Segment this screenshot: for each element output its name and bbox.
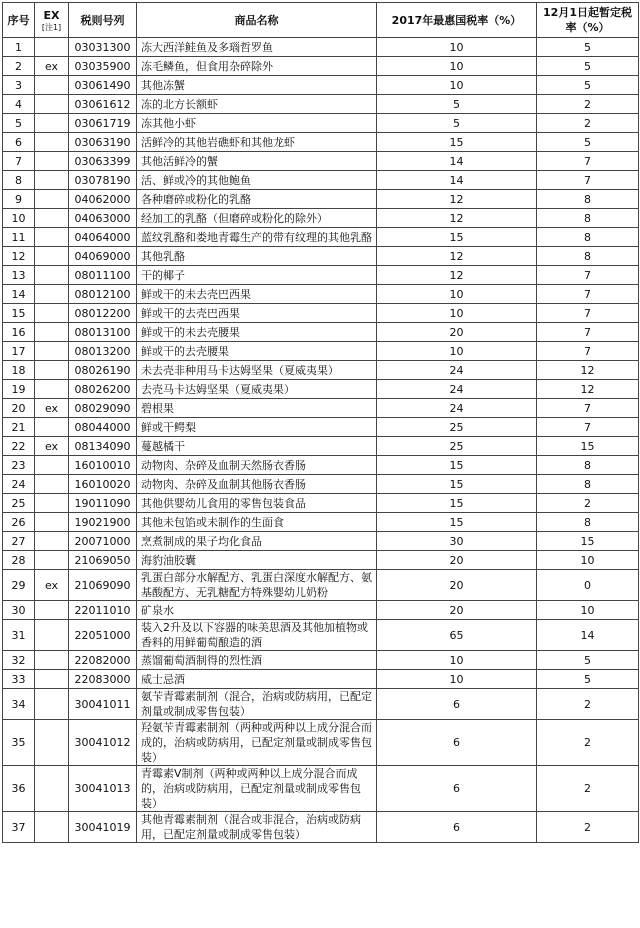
cell-interim-rate: 5 [537,133,639,152]
cell-mfn-rate: 12 [377,266,537,285]
table-header-row [3,3,639,38]
cell-mfn-rate: 10 [377,670,537,689]
cell-seq: 2 [3,57,35,76]
cell-code: 30041011 [69,689,137,720]
cell-code: 08134090 [69,437,137,456]
cell-name: 鲜或干的去壳腰果 [137,342,377,361]
cell-interim-rate: 15 [537,437,639,456]
cell-name: 装入2升及以下容器的味美思酒及其他加植物或香料的用鲜葡萄酿造的酒 [137,620,377,651]
cell-code: 08011100 [69,266,137,285]
header-seq: 序号 [3,3,35,38]
table-row [3,133,639,152]
table-row [3,532,639,551]
cell-ex [35,812,69,843]
cell-name: 其他未包馅或未制作的生面食 [137,513,377,532]
table-row [3,323,639,342]
cell-mfn-rate: 10 [377,651,537,670]
cell-ex [35,766,69,812]
table-row [3,380,639,399]
cell-name: 蔓越橘干 [137,437,377,456]
header-code: 税则号列 [69,3,137,38]
cell-mfn-rate: 24 [377,399,537,418]
cell-seq: 29 [3,570,35,601]
cell-ex [35,361,69,380]
table-row [3,437,639,456]
cell-mfn-rate: 20 [377,601,537,620]
cell-name: 活鲜冷的其他岩礁虾和其他龙虾 [137,133,377,152]
cell-ex [35,133,69,152]
cell-interim-rate: 10 [537,601,639,620]
cell-interim-rate: 2 [537,689,639,720]
cell-code: 08013200 [69,342,137,361]
cell-mfn-rate: 65 [377,620,537,651]
header-ex-note: [注1] [41,22,62,32]
cell-name: 其他乳酪 [137,247,377,266]
cell-code: 03063190 [69,133,137,152]
cell-code: 08013100 [69,323,137,342]
cell-interim-rate: 7 [537,152,639,171]
cell-interim-rate: 7 [537,171,639,190]
cell-name: 碧根果 [137,399,377,418]
cell-mfn-rate: 5 [377,114,537,133]
cell-code: 04069000 [69,247,137,266]
cell-mfn-rate: 20 [377,570,537,601]
cell-name: 鲜或干鳄梨 [137,418,377,437]
table-row [3,171,639,190]
cell-interim-rate: 8 [537,513,639,532]
table-row [3,620,639,651]
cell-ex: ex [35,57,69,76]
cell-ex [35,171,69,190]
cell-name: 青霉素V制剂（两种或两种以上成分混合而成的，治病或防病用，已配定剂量或制成零售包装） [137,766,377,812]
cell-code: 03035900 [69,57,137,76]
cell-name: 干的椰子 [137,266,377,285]
cell-seq: 27 [3,532,35,551]
cell-seq: 11 [3,228,35,247]
cell-mfn-rate: 12 [377,247,537,266]
cell-name: 动物肉、杂碎及血制其他肠衣香肠 [137,475,377,494]
cell-seq: 5 [3,114,35,133]
cell-ex [35,38,69,57]
table-row [3,342,639,361]
cell-code: 03063399 [69,152,137,171]
cell-seq: 30 [3,601,35,620]
cell-mfn-rate: 6 [377,720,537,766]
cell-interim-rate: 8 [537,209,639,228]
cell-ex [35,285,69,304]
cell-name: 烹煮制成的果子均化食品 [137,532,377,551]
cell-mfn-rate: 20 [377,551,537,570]
table-row [3,720,639,766]
table-row [3,228,639,247]
cell-code: 08012100 [69,285,137,304]
cell-name: 未去壳非种用马卡达姆坚果（夏威夷果） [137,361,377,380]
header-interim-rate: 12月1日起暂定税率（%） [537,3,639,38]
cell-seq: 15 [3,304,35,323]
cell-seq: 22 [3,437,35,456]
cell-code: 04064000 [69,228,137,247]
table-row [3,494,639,513]
cell-ex [35,494,69,513]
cell-name: 蒸馏葡萄酒制得的烈性酒 [137,651,377,670]
cell-name: 冻毛鳞鱼，但食用杂碎除外 [137,57,377,76]
cell-ex [35,620,69,651]
cell-seq: 18 [3,361,35,380]
cell-seq: 19 [3,380,35,399]
cell-name: 动物肉、杂碎及血制天然肠衣香肠 [137,456,377,475]
cell-interim-rate: 12 [537,380,639,399]
cell-interim-rate: 5 [537,57,639,76]
cell-ex [35,95,69,114]
cell-seq: 26 [3,513,35,532]
cell-seq: 9 [3,190,35,209]
cell-code: 22051000 [69,620,137,651]
cell-ex [35,551,69,570]
cell-mfn-rate: 10 [377,304,537,323]
cell-seq: 17 [3,342,35,361]
tariff-table [2,2,639,843]
cell-name: 其他青霉素制剂（混合或非混合，治病或防病用，已配定剂量或制成零售包装） [137,812,377,843]
cell-interim-rate: 8 [537,475,639,494]
cell-name: 蓝纹乳酪和娄地青霉生产的带有纹理的其他乳酪 [137,228,377,247]
cell-ex [35,247,69,266]
cell-mfn-rate: 20 [377,323,537,342]
cell-mfn-rate: 10 [377,342,537,361]
cell-name: 海豹油胶囊 [137,551,377,570]
cell-code: 16010010 [69,456,137,475]
cell-code: 08029090 [69,399,137,418]
cell-seq: 35 [3,720,35,766]
cell-interim-rate: 2 [537,494,639,513]
cell-seq: 31 [3,620,35,651]
cell-seq: 37 [3,812,35,843]
cell-code: 08044000 [69,418,137,437]
cell-code: 08026190 [69,361,137,380]
cell-code: 08026200 [69,380,137,399]
cell-interim-rate: 2 [537,812,639,843]
cell-name: 威士忌酒 [137,670,377,689]
cell-code: 03061612 [69,95,137,114]
cell-mfn-rate: 10 [377,38,537,57]
cell-code: 22011010 [69,601,137,620]
table-row [3,285,639,304]
cell-seq: 34 [3,689,35,720]
cell-mfn-rate: 5 [377,95,537,114]
cell-interim-rate: 2 [537,95,639,114]
cell-interim-rate: 7 [537,304,639,323]
table-row [3,152,639,171]
cell-interim-rate: 12 [537,361,639,380]
cell-ex [35,475,69,494]
table-row [3,38,639,57]
cell-ex [35,190,69,209]
table-row [3,418,639,437]
cell-seq: 7 [3,152,35,171]
cell-ex [35,152,69,171]
cell-code: 03061719 [69,114,137,133]
table-row [3,601,639,620]
cell-mfn-rate: 15 [377,475,537,494]
table-row [3,670,639,689]
table-row [3,399,639,418]
table-row [3,513,639,532]
table-row [3,209,639,228]
cell-ex [35,689,69,720]
cell-name: 乳蛋白部分水解配方、乳蛋白深度水解配方、氨基酸配方、无乳糖配方特殊婴幼儿奶粉 [137,570,377,601]
cell-mfn-rate: 12 [377,209,537,228]
cell-name: 经加工的乳酪（但磨碎或粉化的除外） [137,209,377,228]
cell-interim-rate: 7 [537,399,639,418]
cell-seq: 33 [3,670,35,689]
header-ex-label: EX [43,8,60,22]
cell-mfn-rate: 24 [377,361,537,380]
cell-interim-rate: 7 [537,266,639,285]
cell-ex [35,323,69,342]
cell-seq: 8 [3,171,35,190]
table-row [3,114,639,133]
cell-seq: 24 [3,475,35,494]
cell-mfn-rate: 25 [377,418,537,437]
header-name: 商品名称 [137,3,377,38]
cell-seq: 23 [3,456,35,475]
cell-interim-rate: 8 [537,247,639,266]
cell-name: 各种磨碎或粉化的乳酪 [137,190,377,209]
cell-code: 30041012 [69,720,137,766]
cell-name: 其他供婴幼儿食用的零售包装食品 [137,494,377,513]
cell-ex [35,228,69,247]
table-row [3,304,639,323]
cell-code: 08012200 [69,304,137,323]
cell-seq: 28 [3,551,35,570]
cell-ex: ex [35,437,69,456]
cell-ex [35,266,69,285]
table-row [3,361,639,380]
cell-interim-rate: 7 [537,418,639,437]
cell-interim-rate: 2 [537,720,639,766]
table-row [3,76,639,95]
cell-seq: 13 [3,266,35,285]
cell-interim-rate: 5 [537,651,639,670]
cell-ex [35,342,69,361]
cell-ex: ex [35,570,69,601]
cell-code: 22082000 [69,651,137,670]
cell-ex [35,380,69,399]
cell-mfn-rate: 15 [377,456,537,475]
cell-name: 其他冻蟹 [137,76,377,95]
table-row [3,689,639,720]
cell-name: 冻其他小虾 [137,114,377,133]
cell-name: 鲜或干的未去壳腰果 [137,323,377,342]
cell-interim-rate: 7 [537,342,639,361]
cell-interim-rate: 8 [537,190,639,209]
cell-seq: 12 [3,247,35,266]
cell-seq: 6 [3,133,35,152]
cell-mfn-rate: 30 [377,532,537,551]
cell-seq: 20 [3,399,35,418]
cell-code: 22083000 [69,670,137,689]
cell-ex: ex [35,399,69,418]
cell-seq: 32 [3,651,35,670]
cell-mfn-rate: 15 [377,228,537,247]
table-row [3,570,639,601]
cell-ex [35,651,69,670]
cell-seq: 21 [3,418,35,437]
cell-ex [35,601,69,620]
cell-seq: 3 [3,76,35,95]
cell-code: 19021900 [69,513,137,532]
cell-ex [35,720,69,766]
cell-interim-rate: 2 [537,114,639,133]
cell-name: 其他活鲜冷的蟹 [137,152,377,171]
cell-interim-rate: 10 [537,551,639,570]
cell-seq: 14 [3,285,35,304]
cell-ex [35,76,69,95]
cell-interim-rate: 7 [537,323,639,342]
cell-code: 21069090 [69,570,137,601]
cell-name: 鲜或干的未去壳巴西果 [137,285,377,304]
header-ex [35,3,69,38]
table-row [3,57,639,76]
table-row [3,266,639,285]
cell-interim-rate: 5 [537,76,639,95]
cell-ex [35,513,69,532]
cell-interim-rate: 2 [537,766,639,812]
cell-mfn-rate: 15 [377,513,537,532]
cell-seq: 10 [3,209,35,228]
table-row [3,766,639,812]
table-row [3,95,639,114]
cell-name: 矿泉水 [137,601,377,620]
cell-mfn-rate: 25 [377,437,537,456]
cell-name: 冻大西洋鲑鱼及多瑙哲罗鱼 [137,38,377,57]
cell-seq: 1 [3,38,35,57]
cell-name: 鲜或干的去壳巴西果 [137,304,377,323]
table-row [3,247,639,266]
cell-mfn-rate: 10 [377,57,537,76]
cell-ex [35,114,69,133]
cell-interim-rate: 0 [537,570,639,601]
cell-mfn-rate: 10 [377,285,537,304]
table-row [3,456,639,475]
cell-seq: 36 [3,766,35,812]
cell-mfn-rate: 6 [377,812,537,843]
table-body [3,38,639,843]
cell-code: 30041013 [69,766,137,812]
cell-name: 冻的北方长额虾 [137,95,377,114]
cell-ex [35,670,69,689]
cell-code: 03031300 [69,38,137,57]
cell-mfn-rate: 15 [377,133,537,152]
table-row [3,475,639,494]
table-row [3,551,639,570]
cell-seq: 4 [3,95,35,114]
cell-interim-rate: 5 [537,38,639,57]
cell-code: 16010020 [69,475,137,494]
cell-interim-rate: 15 [537,532,639,551]
cell-code: 21069050 [69,551,137,570]
cell-code: 03061490 [69,76,137,95]
cell-ex [35,418,69,437]
cell-code: 19011090 [69,494,137,513]
cell-mfn-rate: 12 [377,190,537,209]
cell-interim-rate: 14 [537,620,639,651]
cell-name: 去壳马卡达姆坚果（夏威夷果） [137,380,377,399]
header-mfn-rate: 2017年最惠国税率（%） [377,3,537,38]
table-row [3,190,639,209]
cell-ex [35,304,69,323]
cell-mfn-rate: 14 [377,152,537,171]
cell-code: 04062000 [69,190,137,209]
cell-ex [35,532,69,551]
cell-ex [35,209,69,228]
table-row [3,651,639,670]
cell-code: 03078190 [69,171,137,190]
cell-ex [35,456,69,475]
cell-interim-rate: 5 [537,670,639,689]
cell-mfn-rate: 6 [377,689,537,720]
cell-mfn-rate: 15 [377,494,537,513]
cell-mfn-rate: 10 [377,76,537,95]
cell-mfn-rate: 24 [377,380,537,399]
cell-seq: 25 [3,494,35,513]
table-row [3,812,639,843]
cell-code: 04063000 [69,209,137,228]
cell-name: 羟氨苄青霉素制剂（两种或两种以上成分混合而成的，治病或防病用，已配定剂量或制成零售包装） [137,720,377,766]
cell-interim-rate: 7 [537,285,639,304]
cell-name: 氨苄青霉素制剂（混合，治病或防病用，已配定剂量或制成零售包装） [137,689,377,720]
cell-seq: 16 [3,323,35,342]
cell-code: 30041019 [69,812,137,843]
cell-interim-rate: 8 [537,456,639,475]
cell-mfn-rate: 6 [377,766,537,812]
cell-interim-rate: 8 [537,228,639,247]
cell-name: 活、鲜或冷的其他鲍鱼 [137,171,377,190]
cell-code: 20071000 [69,532,137,551]
cell-mfn-rate: 14 [377,171,537,190]
